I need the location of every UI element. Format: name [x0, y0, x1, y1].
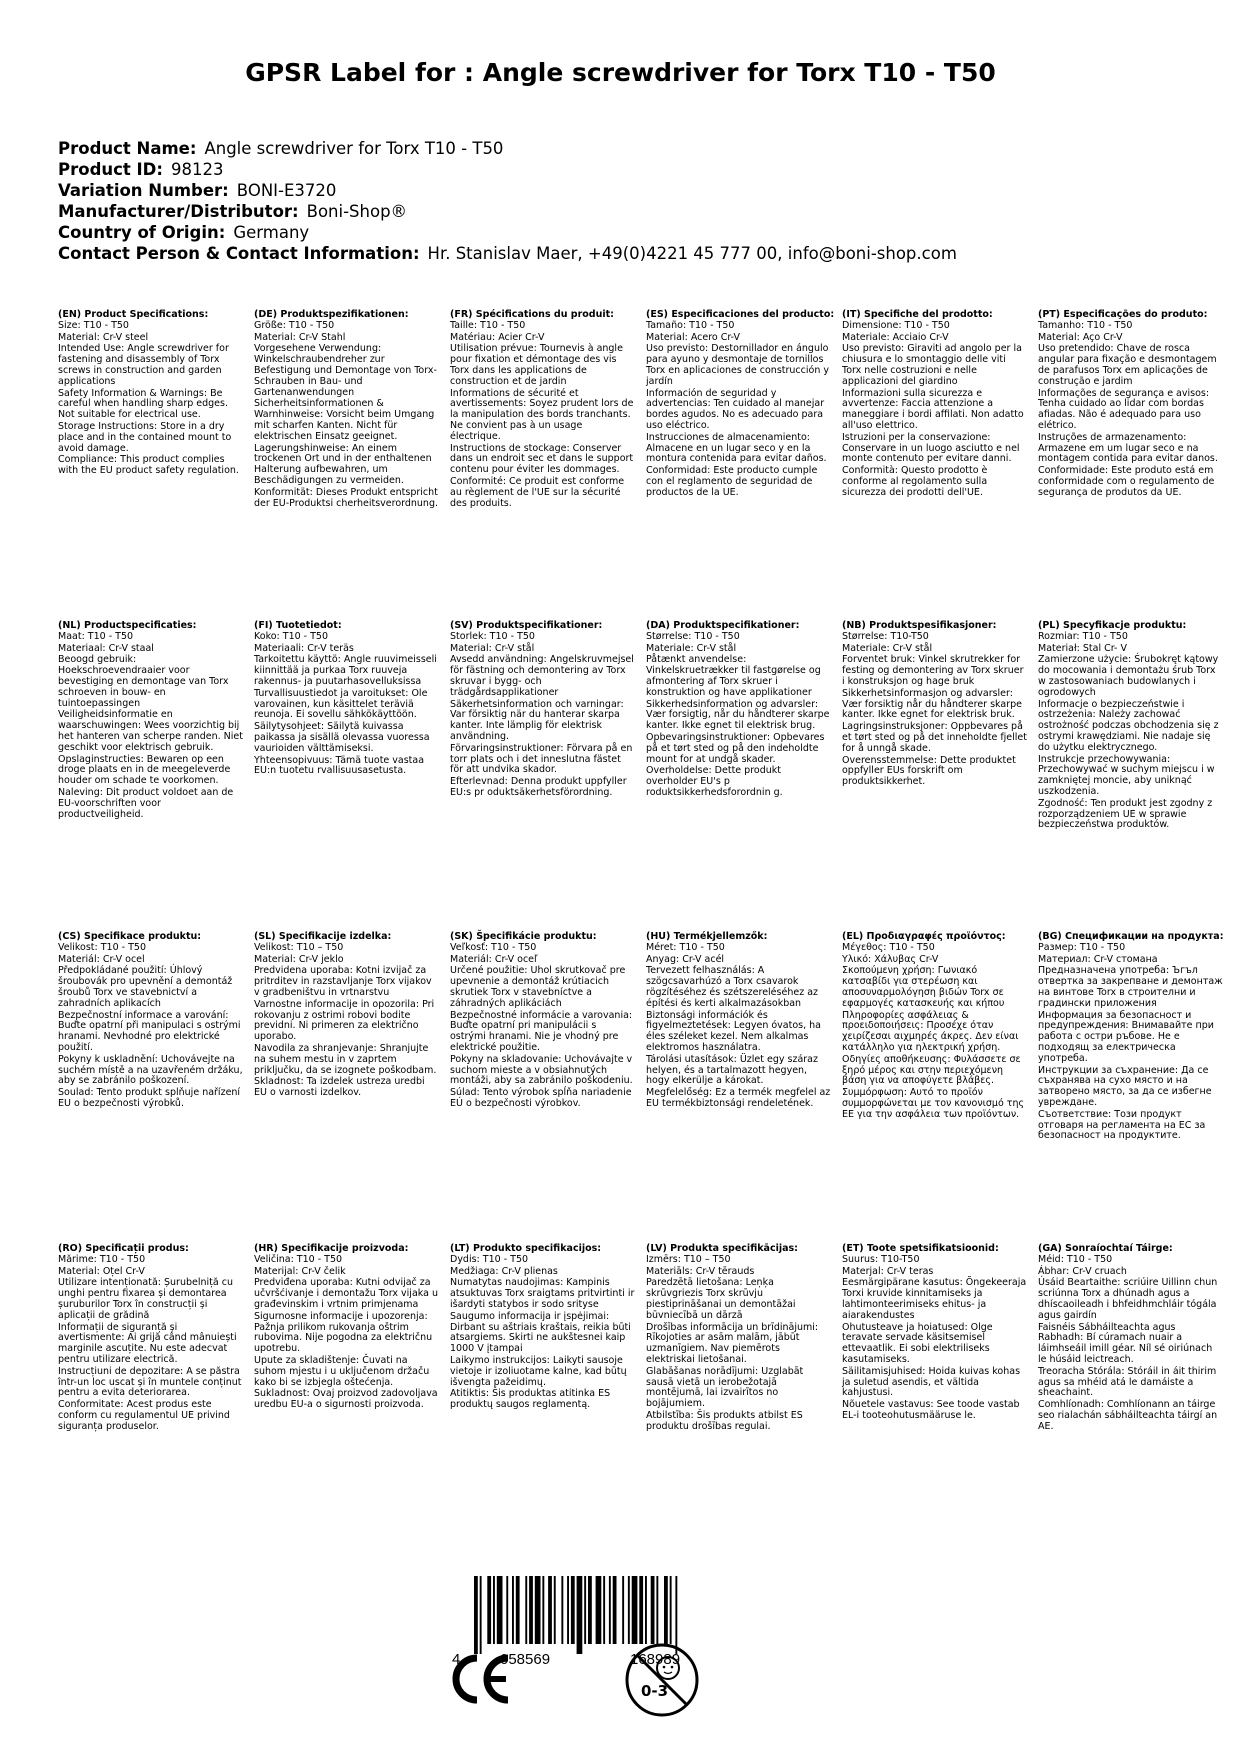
barcode-bar — [639, 1576, 643, 1644]
spec-block — [646, 309, 835, 500]
spec-line: Storlek: T10 - T50 — [450, 630, 535, 642]
spec-line: Avsedd användning: Angelskruvmejsel för fästning och demontering av Torx skruvar i bygg- och trädgårdsapplikationer — [450, 654, 634, 698]
barcode-bar — [632, 1576, 638, 1644]
barcode-bar — [542, 1576, 544, 1644]
spec-heading: (NB) Produktspesifikasjoner: — [842, 620, 997, 631]
spec-line: Glabāšanas norādījumi: Uzglabāt sausā vietā un ierobežotajā montējumā, lai izvairītos no bojājumiem. — [646, 1365, 804, 1410]
spec-line: Material: Oțel Cr-V — [58, 1265, 145, 1277]
spec-heading: (LT) Produkto specifikacijos: — [450, 1243, 602, 1254]
spec-line: Materiál: Cr-V ocel — [58, 953, 145, 965]
spec-line: Taille: T10 - T50 — [450, 319, 526, 331]
barcode-bar — [561, 1576, 563, 1644]
spec-line: Comhlíonadh: Comhlíonann an táirge seo rialachán sábháilteachta táirgí an AE. — [1038, 1399, 1218, 1432]
product-info — [58, 138, 957, 264]
spec-block — [842, 310, 1027, 500]
spec-line: Dimensione: T10 - T50 — [842, 319, 950, 331]
spec-line: Uso previsto: Giraviti ad angolo per la chiusura e lo smontaggio delle viti Torx nelle costruzioni e nelle applicazioni del giardino — [842, 343, 1022, 387]
spec-block — [254, 932, 439, 1100]
spec-block — [1038, 932, 1223, 1143]
spec-line: Tárolási utasítások: Üzlet egy száraz helyen, és a tartalmazott hegyen, hogy elkerülje a károkat. — [646, 1053, 818, 1087]
barcode-bar — [664, 1576, 668, 1644]
spec-line: Συμμόρφωση: Αυτό το προϊόν συμμορφώνεται με τον κανονισμό της ΕΕ για την ασφάλεια των προϊόντων. — [842, 1087, 1025, 1120]
barcode-bar — [525, 1576, 527, 1644]
spec-line: Instrukcje przechowywania: Przechowywać w suchym miejscu i w zamkniętej moncie, aby uniknąć uszkodzenia. — [1038, 753, 1215, 797]
spec-line: Eesmärgipärane kasutus: Õngekeeraja Torxi kruvide kinnitamiseks ja lahtimonteerimiseks ehitus- ja aiarakendustes — [842, 1277, 1027, 1321]
spec-line: Materiál: Cr-V oceľ — [450, 953, 538, 965]
info-row-variation-number: Variation Number: BONI-E3720 — [58, 181, 337, 200]
spec-heading: (IT) Specifiche del prodotto: — [842, 309, 993, 320]
info-row-country: Country of Origin: Germany — [58, 223, 310, 242]
barcode-bar — [670, 1576, 672, 1644]
spec-line: Beoogd gebruik: Hoekschroevendraaier voor bevestiging en demontage van Torx schroeven in bouw- en tuintoepassingen — [58, 654, 229, 709]
spec-heading: (SL) Specifikacije izdelka: — [254, 931, 392, 942]
spec-line: Treoracha Stórála: Stóráil in áit thirim agus sa mhéid atá le damáiste a sheachaint. — [1038, 1365, 1217, 1399]
spec-block — [450, 932, 635, 1111]
spec-line: Rozmiar: T10 - T50 — [1038, 630, 1128, 642]
spec-line: Säilytysohjeet: Säilytä kuivassa paikassa ja sisällä olevassa vuoressa vaurioiden välttämiseksi. — [254, 721, 430, 754]
spec-line: Opslaginstructies: Bewaren op een droge plaats en in de meegeleverde houder om schade te voorkomen. — [58, 753, 231, 787]
spec-line: Navodila za shranjevanje: Shranjujte na suhem mestu in v zaprtem priključku, da se izognete poškodbam. — [254, 1042, 437, 1076]
spec-heading: (SK) Špecifikácie produktu: — [450, 931, 597, 942]
spec-line: Material: Acero Cr-V — [646, 331, 741, 343]
spec-line: Turvallisuustiedot ja varoitukset: Ole varovainen, kun käsittelet teräviä reunoja. Ei sovellu sähkökäyttöön. — [254, 687, 428, 721]
spec-line: Ohutusteave ja hoiatused: Olge teravate servade käsitsemisel ettevaatlik. Ei sobi elektriliseks kasutamiseks. — [842, 1321, 993, 1365]
spec-line: Veličina: T10 - T50 — [254, 1253, 343, 1265]
spec-line: Informații de siguranță și avertismente: Ai grijă când mânuiești marginile ascuțite. Nu este adecvat pentru utilizare electrică. — [58, 1321, 237, 1365]
spec-line: Predviđena uporaba: Kutni odvijač za učvršćivanje i demontažu Torx vijaka u građevinskim i vrtnim primjenama — [254, 1277, 438, 1310]
spec-line: Sikkerhetsinformasjon og advarsler: Vær forsiktig når du håndterer skarpe kanter. Ikke egnet for elektrisk bruk. — [842, 687, 1022, 721]
barcode-bar — [628, 1576, 630, 1644]
spec-line: Materijal: Cr-V čelik — [254, 1265, 346, 1277]
spec-line: Bezpečnostné informácie a varovania: Buďte opatrní pri manipulácii s ostrými hranami. Nie je vhodný pre elektrické použitie. — [450, 1009, 633, 1053]
spec-line: Lagringsinstruksjoner: Oppbevares på et tørt sted og på det inneholdte fjellet for å unngå skade. — [842, 721, 1027, 754]
barcode-bar — [567, 1576, 569, 1644]
spec-heading: (SV) Produktspecifikationer: — [450, 620, 603, 631]
spec-line: Informacje o bezpieczeństwie i ostrzeżenia: Należy zachować ostrożność podczas obchodzenia się z ostrymi krawędziami. Nie nadaje się do użytku elektrycznego. — [1038, 698, 1219, 753]
spec-line: Nõuetele vastavus: See toode vastab EL-i tooteohutusmääruse le. — [842, 1399, 1020, 1421]
not-for-children-0-3-icon — [622, 1640, 702, 1720]
barcode-bar — [529, 1576, 533, 1644]
spec-line: Sikkerhedsinformation og advarsler: Vær forsigtig, når du håndterer skarpe kanter. Ikke egnet til elektrisk brug. — [646, 698, 830, 732]
spec-heading: (DE) Produktspezifikationen: — [254, 309, 409, 320]
spec-line: Ábhar: Cr-V cruach — [1038, 1265, 1127, 1277]
spec-line: Material: Cr-V Stahl — [254, 331, 346, 343]
spec-line: Suurus: T10-T50 — [842, 1253, 920, 1265]
barcode-bar — [493, 1576, 495, 1644]
spec-line: Safety Information & Warnings: Be careful when handling sharp edges. Not suitable for electrical use. — [58, 387, 228, 421]
spec-line: Maat: T10 - T50 — [58, 630, 134, 642]
spec-line: Matériau: Acier Cr-V — [450, 331, 545, 343]
info-row-manufacturer: Manufacturer/Distributor: Boni-Shop® — [58, 202, 408, 221]
spec-line: Saugumo informacija ir įspėjimai: Dirbant su aštriais kraštais, reikia būti atsargiems. Skirti ne aukštesnei kaip 1000 V įtampai — [450, 1310, 631, 1355]
barcode-bar — [487, 1576, 491, 1644]
spec-line: Påtænkt anvendelse: Vinkelskruetrækker til fastgørelse og afmontering af Torx skruer i konstruktion og have applikationer — [646, 654, 821, 698]
spec-line: Overholdelse: Dette produkt overholder EU's p roduktsikkerhedsforordnin g. — [646, 765, 783, 798]
spec-line: Größe: T10 - T50 — [254, 319, 335, 331]
barcode-bar — [535, 1576, 541, 1644]
barcode-bar — [622, 1576, 624, 1644]
spec-line: Intended Use: Angle screwdriver for fastening and disassembly of Torx screws in construction and garden applications — [58, 343, 229, 387]
spec-line: Materiaal: Cr-V staal — [58, 642, 154, 654]
spec-line: Материал: Cr-V стомана — [1038, 953, 1158, 965]
spec-heading: (PL) Specyfikacje produktu: — [1038, 620, 1187, 631]
spec-line: Πληροφορίες ασφάλειας & προειδοποιήσεις: Προσέχε όταν χειρίζεσαι αιχμηρές άκρες. Δεν είναι κατάλληλο για ηλεκτρική χρήση. — [842, 1009, 1019, 1053]
spec-heading: (HR) Specifikacije proizvoda: — [254, 1243, 409, 1254]
spec-line: Méid: T10 - T50 — [1038, 1253, 1113, 1265]
spec-line: Materiale: Cr-V stål — [646, 642, 737, 654]
spec-line: Laikymo instrukcijos: Laikyti sausoje vietoje ir izoliuotame kalne, kad būtų išvengta pažeidimų. — [450, 1354, 627, 1388]
spec-heading: (FR) Spécifications du produit: — [450, 309, 614, 320]
spec-heading: (RO) Specificații produs: — [58, 1243, 189, 1254]
spec-heading: (DA) Produktspecifikationer: — [646, 620, 800, 631]
barcode-bar — [497, 1576, 503, 1644]
spec-line: Medžiaga: Cr-V plienas — [450, 1265, 558, 1277]
spec-block — [58, 932, 243, 1111]
spec-heading: (GA) Sonraíochtaí Táirge: — [1038, 1243, 1173, 1254]
spec-block — [58, 1244, 243, 1434]
barcode-bar — [645, 1576, 647, 1644]
spec-line: Méret: T10 - T50 — [646, 941, 725, 953]
barcode-bar — [584, 1576, 586, 1644]
spec-line: Υλικό: Χάλυβας Cr-V — [842, 953, 939, 965]
barcode-bar — [603, 1576, 605, 1644]
spec-line: Predvidena uporaba: Kotni izvijač za pritrditev in razstavljanje Torx vijakov v gradbeništvu in vrtnarstvu — [254, 965, 432, 998]
spec-heading: (EN) Product Specifications: — [58, 309, 209, 320]
spec-line: Materiaali: Cr-V teräs — [254, 642, 354, 654]
spec-block — [646, 932, 831, 1111]
spec-block — [58, 310, 243, 478]
spec-line: Bezpečnostní informace a varování: Buďte opatrní při manipulaci s ostrými hranami. Nevhodné pro elektrické použití. — [58, 1009, 241, 1053]
spec-line: Informations de sécurité et avertissements: Soyez prudent lors de la manipulation des bords tranchants. Ne convient pas à un usage électrique. — [450, 387, 634, 442]
spec-block — [646, 621, 831, 800]
info-row-contact: Contact Person & Contact Information: Hr. Stanislav Maer, +49(0)4221 45 777 00, info@boni-shop.com — [58, 244, 957, 263]
spec-line: Предназначена употреба: Ъгъл отвертка за закрепване и демонтаж на винтове Torx в строителни и градински приложения — [1038, 965, 1223, 1009]
spec-line: Pokyny na skladovanie: Uchovávajte v suchom mieste a v obsiahnutých montáži, aby sa zabránilo poškodeniu. — [450, 1053, 633, 1087]
barcode-bar — [480, 1576, 482, 1654]
spec-line: Material: Aço Cr-V — [1038, 331, 1123, 343]
spec-line: Velikost: T10 – T50 — [254, 941, 344, 953]
spec-block — [646, 1244, 831, 1434]
spec-heading: (LV) Produkta specifikācijas: — [646, 1243, 798, 1254]
spec-line: Conformitate: Acest produs este conform cu regulamentul UE privind siguranța produselor. — [58, 1399, 230, 1432]
spec-heading: (CS) Specifikace produktu: — [58, 931, 202, 942]
spec-line: Mărime: T10 - T50 — [58, 1253, 146, 1265]
spec-block — [254, 1244, 439, 1412]
spec-line: Materiāls: Cr-V tērauds — [646, 1265, 755, 1277]
barcode-bar — [577, 1576, 583, 1654]
spec-line: Overensstemmelse: Dette produktet oppfyller EUs forskrift om produktsikkerhet. — [842, 754, 1016, 788]
spec-line: Sicherheitsinformationen & Warnhinweise: Vorsicht beim Umgang mit scharfen Kanten. Nicht für elektrischen Einsatz geeignet. — [254, 398, 435, 442]
spec-line: Uso pretendido: Chave de rosca angular para fixação e desmontagem de parafusos Torx em aplicações de construção e jardim — [1038, 343, 1217, 387]
spec-line: Materiale: Acciaio Cr-V — [842, 331, 949, 343]
spec-line: Velikost: T10 - T50 — [58, 941, 147, 953]
spec-block — [450, 621, 635, 800]
spec-line: Størrelse: T10 - T50 — [646, 630, 740, 642]
barcode-bar — [651, 1576, 655, 1644]
spec-line: Soulad: Tento produkt splňuje nařízení EU o bezpečnosti výrobků. — [58, 1087, 241, 1109]
info-row-product-id: Product ID: 98123 — [58, 160, 224, 179]
age-label: 0-3 — [641, 1682, 669, 1700]
barcode-digit-1: 4 — [452, 1651, 461, 1666]
spec-block — [842, 932, 1027, 1122]
spec-line: Biztonsági információk és figyelmeztetések: Legyen óvatos, ha éles széleket kezel. Nem alkalmas elektromos használatra. — [646, 1009, 821, 1053]
spec-heading: (NL) Productspecificaties: — [58, 620, 197, 631]
barcode-bar — [548, 1576, 552, 1644]
spec-line: Lagerungshinweise: An einem trockenen Ort und in der enthaltenen Halterung aufbewahren, um Beschädigungen zu vermeiden. — [254, 442, 432, 486]
spec-line: Sukladnost: Ovaj proizvod zadovoljava uredbu EU-a o sigurnosti proizvoda. — [254, 1388, 438, 1411]
spec-line: Tamanho: T10 - T50 — [1038, 319, 1133, 331]
spec-line: Instructions de stockage: Conserver dans un endroit sec et dans le support contenu pour éviter les dommages. — [450, 442, 634, 476]
spec-line: Material: Cr-V jeklo — [254, 953, 344, 965]
spec-line: Súlad: Tento výrobok spĺňa nariadenie EÚ o bezpečnosti výrobkov. — [450, 1087, 632, 1109]
spec-line: Materiał: Stal Cr- V — [1038, 642, 1127, 654]
barcode-bar — [609, 1576, 611, 1644]
spec-heading: (ET) Toote spetsifikatsioonid: — [842, 1243, 999, 1254]
spec-line: Istruzioni per la conservazione: Conservare in un luogo asciutto e nel monte contenuto per evitare danni. — [842, 431, 1020, 465]
spec-line: Konformität: Dieses Produkt entspricht der EU-Produktsi cherheitsverordnung. — [254, 486, 439, 509]
barcode-group-2: 168989 — [630, 1651, 681, 1666]
spec-line: Conformidade: Este produto está em conformidade com o regulamento de segurança de produtos da UE. — [1038, 465, 1215, 498]
barcode-bar — [506, 1576, 508, 1644]
ce-mark-icon — [450, 1650, 514, 1708]
spec-line: Izmērs: T10 – T50 — [646, 1253, 731, 1265]
spec-block — [450, 310, 635, 510]
spec-line: Paredzētā lietošana: Leņķa skrūvgriezis Torx skrūvju piestiprināšanai un demontāžai būvniecībā un dārzā — [646, 1277, 796, 1321]
barcode-bar — [512, 1576, 514, 1644]
spec-line: Dydis: T10 - T50 — [450, 1253, 529, 1265]
spec-line: Varnostne informacije in opozorila: Pri rokovanju z ostrimi robovi bodite previdni. Ni primeren za električno uporabo. — [254, 998, 435, 1043]
spec-line: Utilizare intenționată: Șurubelniță cu unghi pentru fixarea și demontarea șuruburilor Torx în construcții și aplicații de grădină — [58, 1277, 233, 1321]
spec-line: Tarkoitettu käyttö: Angle ruuvimeisseli kiinnittää ja purkaa Torx ruuveja rakennus- ja puutarhasovelluksissa — [254, 654, 437, 687]
spec-line: Úsáid Beartaithe: scriúire Uillinn chun scriúnna Torx a dhúnadh agus a dhíscaoileadh i bhfeidhmchláir tógála agus gairdín — [1038, 1277, 1218, 1321]
spec-line: Zamierzone użycie: Śrubokręt kątowy do mocowania i demontażu śrub Torx w zastosowaniach budowlanych i ogrodowych — [1038, 654, 1219, 698]
spec-block — [254, 310, 439, 510]
spec-line: Size: T10 - T50 — [58, 319, 129, 331]
spec-line: Съответствие: Този продукт отговаря на регламента на ЕС за безопасност на продуктите. — [1038, 1108, 1206, 1142]
spec-line: Forventet bruk: Vinkel skrutrekker for festing og demontering av Torx skruer i konstruksjon og hage bruk — [842, 654, 1024, 687]
barcode-bar — [516, 1576, 520, 1644]
spec-line: Informações de segurança e avisos: Tenha cuidado ao lidar com bordas afiadas. Não é adequado para uso elétrico. — [1038, 387, 1210, 431]
barcode-bar — [474, 1576, 478, 1654]
spec-line: Veľkosť: T10 - T50 — [450, 941, 537, 953]
spec-heading: (EL) Προδιαγραφές προϊόντος: — [842, 931, 1006, 942]
spec-line: Conformità: Questo prodotto è conforme al regolamento sulla sicurezza dei prodotti dell'UE. — [842, 465, 988, 498]
spec-block — [1038, 1244, 1223, 1434]
spec-line: Upute za skladištenje: Čuvati na suhom mjestu i u uključenom držaču kako bi se izbjegla oštećenja. — [254, 1354, 430, 1388]
spec-line: Opbevaringsinstruktioner: Opbevares på et tørt sted og på den indeholdte mount for at undgå skader. — [646, 731, 825, 765]
spec-line: Инструкции за съхранение: Да се съхранява на сухо място и на затворено място, за да се избегне увреждане. — [1038, 1064, 1212, 1108]
spec-line: Säkerhetsinformation och varningar: Var försiktig när du hanterar skarpa kanter. Inte lämplig för elektrisk användning. — [450, 698, 624, 742]
spec-line: Uso previsto: Destornillador en ángulo para ayuno y desmontaje de tornillos Torx en aplicaciones de construcción y jardín — [646, 343, 829, 387]
spec-block — [1038, 621, 1223, 832]
spec-line: Размер: T10 - T50 — [1038, 941, 1126, 953]
spec-heading: (FI) Tuotetiedot: — [254, 620, 342, 631]
spec-line: Numatytas naudojimas: Kampinis atsuktuvas Torx sraigtams pritvirtinti ir išardyti statybos ir sodo srityse — [450, 1277, 635, 1310]
spec-line: Určené použitie: Uhol skrutkovač pre upevnenie a demontáž krútiacich skrutiek Torx v stavebníctve a záhradných aplikáciách — [450, 965, 626, 1009]
spec-line: Materiale: Cr-V stål — [842, 642, 933, 654]
spec-line: Efterlevnad: Denna produkt uppfyller EU:s pr oduktsäkerhetsförordning. — [450, 776, 627, 798]
spec-line: Veiligheidsinformatie en waarschuwingen: Wees voorzichtig bij het hanteren van scherpe randen. Niet geschikt voor elektrisch gebruik. — [58, 709, 243, 753]
spec-line: Størrelse: T10-T50 — [842, 630, 929, 642]
spec-heading: (HU) Termékjellemzők: — [646, 931, 768, 942]
spec-line: Μέγεθος: T10 - T50 — [842, 941, 935, 953]
spec-line: Conformidad: Este producto cumple con el reglamento de seguridad de productos de la UE. — [646, 465, 818, 498]
spec-line: Οδηγίες αποθήκευσης: Φυλάσσετε σε ξηρό μέρος και στην περιεχόμενη βάση για να αποφύγετε βλάβες. — [842, 1053, 1021, 1087]
barcode-group-1: 058569 — [500, 1651, 551, 1666]
spec-line: Conformité: Ce produit est conforme au règlement de l'UE sur la sécurité des produits. — [450, 475, 625, 509]
spec-heading: (ES) Especificaciones del producto: — [646, 309, 835, 320]
spec-line: Instrucciones de almacenamiento: Almacene en un lugar seco y en la montura contenida para evitar daños. — [646, 431, 827, 465]
spec-line: Material: Cr-V stål — [450, 642, 535, 654]
spec-line: Informazioni sulla sicurezza e avvertenze: Faccia attenzione a maneggiare i bordi affilati. Non adatto all'uso elettrico. — [842, 387, 1024, 431]
spec-line: Utilisation prévue: Tournevis à angle pour fixation et démontage des vis Torx dans les applications de construction et de jardin — [450, 343, 623, 387]
spec-line: Información de seguridad y advertencias: Ten cuidado al manejar bordes agudos. No es adecuado para uso eléctrico. — [646, 387, 825, 431]
page-title: GPSR Label for : Angle screwdriver for Torx T10 - T50 — [245, 58, 996, 87]
info-row-product-name: Product Name: Angle screwdriver for Torx T10 - T50 — [58, 139, 504, 158]
spec-line: Drošības informācija un brīdinājumi: Rīkojoties ar asām malām, jābūt uzmanīgiem. Nav piemērots elektriskai lietošanai. — [646, 1321, 819, 1365]
spec-line: Atitiktis: Šis produktas atitinka ES produktų saugos reglamentą. — [450, 1388, 611, 1411]
spec-line: Yhteensopivuus: Tämä tuote vastaa EU:n tuotetu rvallisuusasetusta. — [254, 754, 425, 777]
barcode-bar — [613, 1576, 617, 1644]
spec-line: Förvaringsinstruktioner: Förvara på en torr plats och i det inneslutna fästet för att undvika skador. — [450, 742, 633, 776]
spec-line: Instrucțiuni de depozitare: A se păstra într-un loc uscat și în muntele conținut pentru a evita deteriorarea. — [58, 1365, 242, 1399]
spec-line: Compliance: This product complies with the EU product safety regulation. — [58, 454, 239, 477]
spec-line: Σκοπούμενη χρήση: Γωνιακό κατσαβίδι για στερέωση και αποσυναρμολόγηση βιδών Torx σε εφαρμογές κατασκευής και κήπου — [842, 965, 1005, 1009]
spec-block — [450, 1244, 635, 1412]
spec-line: Megfelelőség: Ez a termék megfelel az EU termékbiztonsági rendeletének. — [646, 1087, 831, 1109]
barcode-bar — [656, 1576, 658, 1644]
barcode-bar — [588, 1576, 592, 1644]
spec-heading: (BG) Спецификации на продукта: — [1038, 931, 1224, 942]
spec-line: Tamaño: T10 - T50 — [646, 319, 735, 331]
spec-line: Vorgesehene Verwendung: Winkelschraubendreher zur Befestigung und Demontage von Torx-Schrauben in Bau- und Gartenanwendungen — [254, 343, 437, 398]
spec-line: Tervezett felhasználás: A szögcsavarhúzó a Torx csavarok rögzítéséhez és szétszereléséhez az építési és kerti alkalmazásokban — [646, 965, 819, 1009]
spec-line: Naleving: Dit product voldoet aan de EU-voorschriften voor productveiligheid. — [58, 786, 234, 820]
barcode-bar — [554, 1576, 556, 1644]
spec-line: Faisnéis Sábháilteachta agus Rabhadh: Bí cúramach nuair a láimhseáil imill géar. Níl sé oiriúnach le húsáid leictreach. — [1038, 1321, 1213, 1365]
spec-line: Sigurnosne informacije i upozorenja: Pažnja prilikom rukovanja oštrim rubovima. Nije pogodna za električnu upotrebu. — [254, 1310, 433, 1355]
spec-line: Информация за безопасност и предупреждения: Внимавайте при работа с остри ръбове. Не е подходящ за електрическа употреба. — [1038, 1009, 1214, 1064]
spec-line: Anyag: Cr-V acél — [646, 953, 725, 965]
spec-block — [58, 621, 243, 821]
spec-line: Materjal: Cr-V teras — [842, 1265, 934, 1277]
spec-line: Skladnost: Ta izdelek ustreza uredbi EU o varnosti izdelkov. — [254, 1076, 425, 1099]
spec-line: Atbilstība: Šis produkts atbilst ES produktu drošības regulai. — [646, 1409, 803, 1432]
spec-line: Material: Cr-V steel — [58, 331, 149, 343]
spec-line: Storage Instructions: Store in a dry place and in the contained mount to avoid damage. — [58, 420, 232, 454]
spec-line: Pokyny k uskladnění: Uchovávejte na suchém místě a na uzavřeném držáku, aby se zabránilo poškození. — [58, 1053, 243, 1087]
spec-line: Koko: T10 - T50 — [254, 630, 329, 642]
spec-line: Instruções de armazenamento: Armazene em um lugar seco e na montagem contida para evitar danos. — [1038, 431, 1218, 465]
spec-line: Předpokládané použití: Úhlový šroubovák pro upevnění a demontáž šroubů Torx ve stavebnictví a zahradních aplikacích — [58, 965, 233, 1009]
spec-line: Zgodność: Ten produkt jest zgodny z rozporządzeniem UE w sprawie bezpieczeństwa produktów. — [1038, 797, 1213, 831]
spec-block — [254, 621, 439, 778]
spec-heading: (PT) Especificações do produto: — [1038, 309, 1208, 320]
spec-block — [842, 1244, 1027, 1423]
spec-block — [1038, 310, 1223, 500]
barcode-bar — [571, 1576, 575, 1644]
spec-line: Säilitamisjuhised: Hoida kuivas kohas ja suletud asendis, et vältida kahjustusi. — [842, 1365, 1021, 1399]
spec-block — [842, 621, 1027, 789]
barcode-bar — [596, 1576, 602, 1644]
